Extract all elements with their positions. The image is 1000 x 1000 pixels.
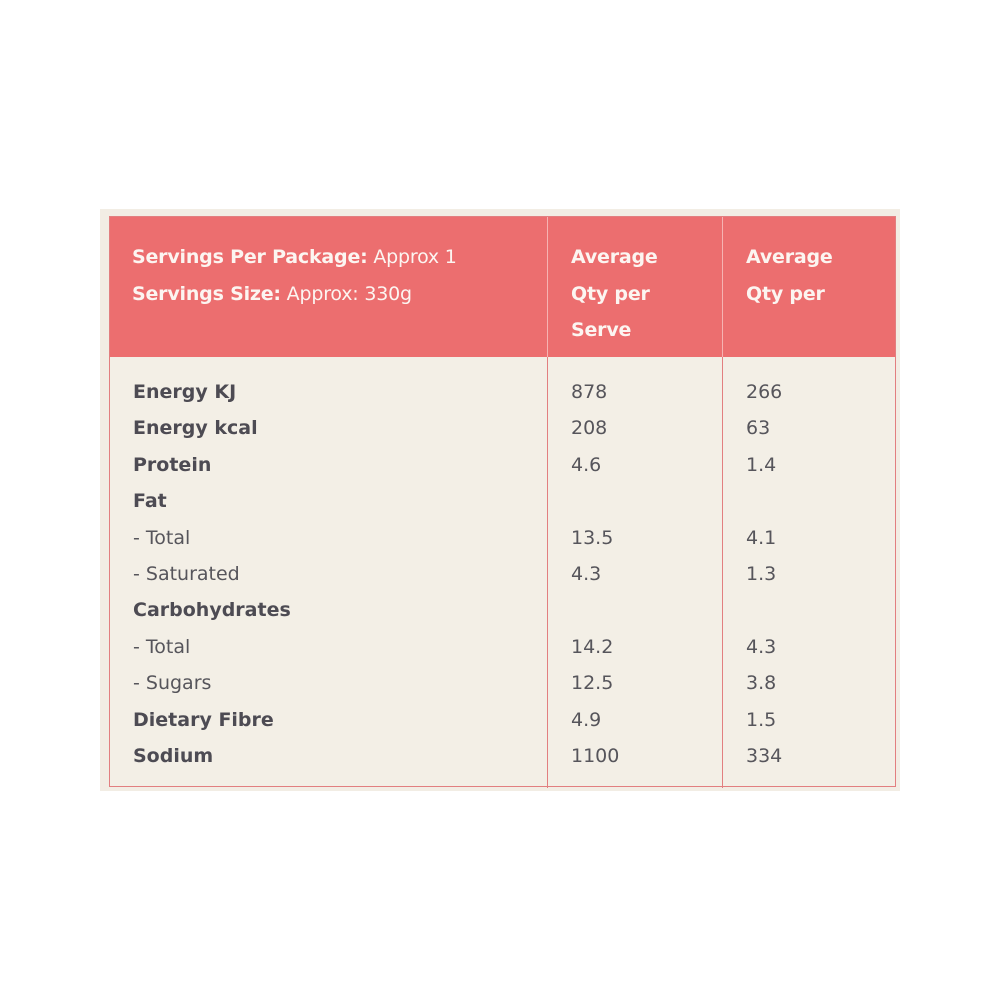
table-row	[110, 629, 895, 665]
col1-line3: Serve	[571, 319, 632, 341]
nutrient-label: - Total	[133, 526, 191, 549]
per-serve-value: 4.3	[571, 563, 602, 585]
nutrient-label: Sodium	[133, 745, 214, 767]
nutrient-label: Carbohydrates	[133, 599, 291, 622]
per-serve-value: 1100	[571, 745, 620, 767]
serving-size	[132, 276, 457, 313]
table-row	[110, 410, 895, 446]
table-row	[110, 665, 895, 701]
per-serve-value: 14.2	[571, 635, 614, 658]
table-row	[110, 483, 895, 519]
nutrient-label: - Sugars	[133, 672, 212, 695]
servings-per-package	[132, 239, 457, 276]
per-serve-value: 12.5	[571, 672, 614, 695]
col2-line1: Average	[746, 246, 833, 268]
column-header-per-serve	[571, 239, 658, 349]
nutrient-label: - Saturated	[133, 563, 240, 585]
col1-line1: Average	[571, 246, 658, 268]
nutrition-table	[109, 216, 896, 787]
serving-size-label: Servings Size:	[132, 282, 281, 305]
per-100-value: 1.3	[746, 563, 777, 585]
per-serve-value: 4.9	[571, 708, 602, 731]
per-100-value: 1.5	[746, 708, 777, 731]
table-row	[110, 556, 895, 592]
col2-line2: Qty per	[746, 282, 825, 305]
table-row	[110, 374, 895, 410]
per-100-value: 63	[746, 417, 771, 440]
per-serve-value: 4.6	[571, 453, 602, 476]
per-100-value: 266	[746, 381, 783, 403]
per-serve-value: 13.5	[571, 526, 614, 549]
servings-per-package-label: Servings Per Package:	[132, 246, 368, 268]
nutrient-label: Fat	[133, 490, 167, 513]
header-divider-1	[547, 217, 548, 357]
serving-info	[132, 239, 457, 312]
nutrient-label: Energy kcal	[133, 417, 258, 440]
nutrient-label: Energy KJ	[133, 381, 237, 403]
per-100-value: 4.3	[746, 635, 777, 658]
per-100-value: 4.1	[746, 526, 777, 549]
nutrient-label: - Total	[133, 635, 191, 658]
column-header-per-100	[746, 239, 833, 312]
servings-per-package-value: Approx 1	[367, 246, 457, 268]
serving-size-value: Approx: 330g	[280, 282, 412, 305]
per-100-value: 3.8	[746, 672, 777, 695]
per-serve-value: 208	[571, 417, 608, 440]
table-row	[110, 447, 895, 483]
table-row	[110, 592, 895, 628]
table-row	[110, 738, 895, 774]
per-100-value: 1.4	[746, 453, 777, 476]
table-row	[110, 520, 895, 556]
header-divider-2	[722, 217, 723, 357]
col1-line2: Qty per	[571, 282, 650, 305]
nutrient-label: Protein	[133, 453, 212, 476]
per-100-value: 334	[746, 745, 783, 767]
nutrient-label: Dietary Fibre	[133, 708, 274, 731]
per-serve-value: 878	[571, 381, 608, 403]
table-row	[110, 702, 895, 738]
